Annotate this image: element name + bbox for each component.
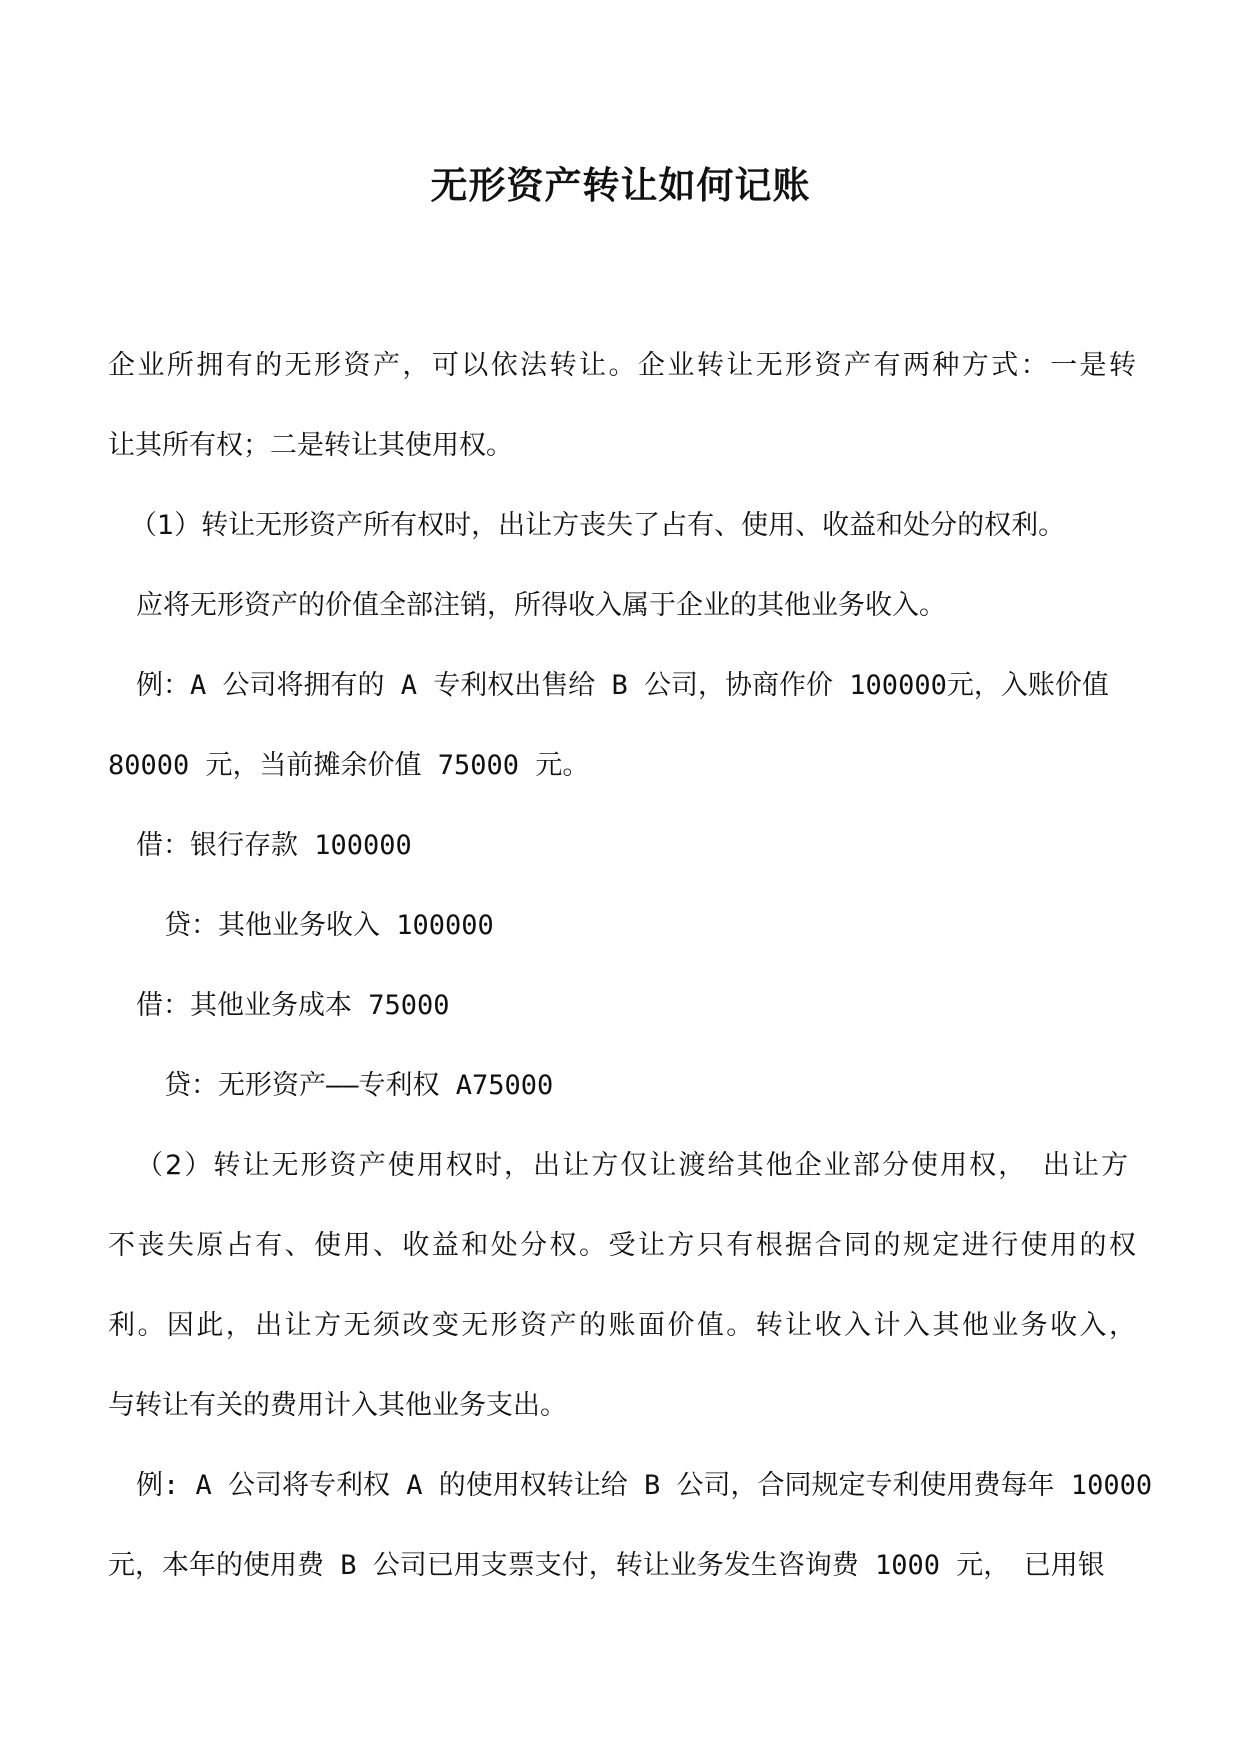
paragraph-line: （2）转让无形资产使用权时，出让方仅让渡给其他企业部分使用权， 出让方 — [136, 1150, 1128, 1181]
journal-entry-credit: 贷：其他业务收入 100000 — [164, 910, 494, 941]
paragraph-line: 例：A 公司将拥有的 A 专利权出售给 B 公司，协商作价 100000元，入账价值 — [136, 670, 1109, 701]
document-title: 无形资产转让如何记账 — [430, 163, 811, 207]
journal-entry-debit: 借：其他业务成本 75000 — [136, 990, 450, 1021]
journal-entry-credit: 贷：无形资产——专利权 A75000 — [164, 1070, 554, 1101]
paragraph-line: 应将无形资产的价值全部注销，所得收入属于企业的其他业务收入。 — [136, 590, 946, 621]
paragraph-line: （1）转让无形资产所有权时，出让方丧失了占有、使用、收益和处分的权利。 — [130, 510, 1066, 541]
paragraph-line: 80000 元，当前摊余价值 75000 元。 — [108, 750, 590, 781]
paragraph-line: 例: A 公司将专利权 A 的使用权转让给 B 公司，合同规定专利使用费每年 10000 — [136, 1470, 1153, 1501]
paragraph-line: 企业所拥有的无形资产，可以依法转让。企业转让无形资产有两种方式：一是转 — [108, 350, 1136, 381]
journal-entry-debit: 借：银行存款 100000 — [136, 830, 412, 861]
paragraph-line: 与转让有关的费用计入其他业务支出。 — [108, 1390, 567, 1421]
paragraph-line: 利。因此，出让方无须改变无形资产的账面价值。转让收入计入其他业务收入， — [108, 1310, 1136, 1341]
paragraph-line: 不丧失原占有、使用、收益和处分权。受让方只有根据合同的规定进行使用的权 — [108, 1230, 1136, 1261]
paragraph-line: 让其所有权；二是转让其使用权。 — [108, 430, 513, 461]
paragraph-line: 元，本年的使用费 B 公司已用支票支付，转让业务发生咨询费 1000 元， 已用银 — [108, 1550, 1105, 1581]
